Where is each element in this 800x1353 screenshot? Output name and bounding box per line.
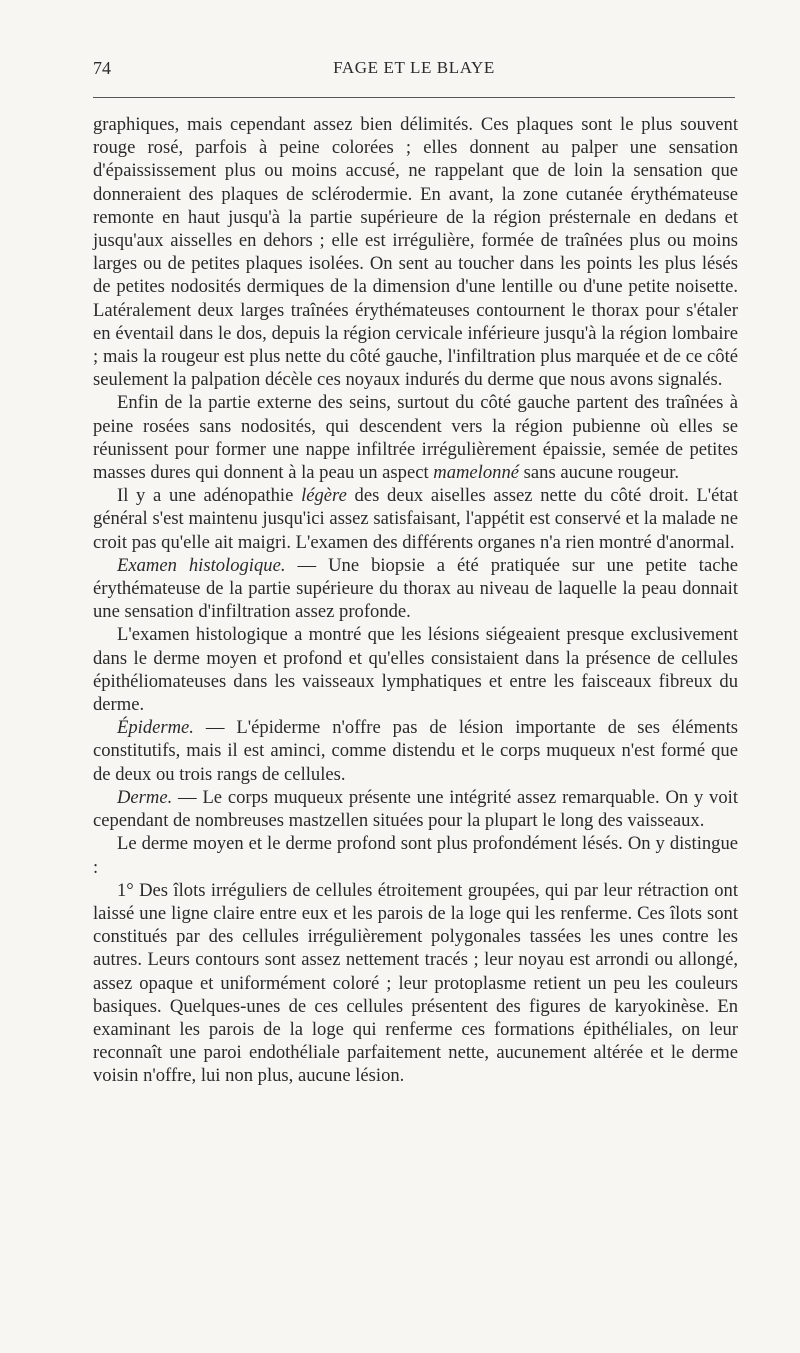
paragraph-7	[93, 786, 738, 832]
running-title: FAGE ET LE BLAYE	[333, 58, 495, 77]
paragraph-2-end: sans aucune rougeur.	[523, 462, 680, 484]
header-rule	[93, 97, 735, 98]
paragraph-4	[93, 554, 738, 624]
section-heading-examen: Examen histologique.	[117, 554, 286, 576]
paragraph-2	[93, 391, 738, 484]
paragraph-3-start: Il y a une adénopathie	[117, 485, 294, 507]
paragraph-7-text: — Le corps muqueux présente une intégrité assez remarquable. On y voit cependant de nombreuses mastzellen situées pour la plupart le long des vaisseaux.	[93, 786, 738, 832]
paragraph-3-end: des deux aiselles assez nette du côté droit. L'état général s'est maintenu jusqu'ici assez satisfaisant, l'appétit est conservé et la malade ne croit pas qu'elle ait maigri. L'examen des différents organes n'a rien montré d'anormal.	[93, 485, 738, 553]
paragraph-9: 1° Des îlots irréguliers de cellules étroitement groupées, qui par leur rétraction ont laissé une ligne claire entre eux et les parois de la loge qui les renferme. Ces îlots sont constitués par des cellules irrégulièrement polygonales tassées les unes contre les autres. Leurs contours sont assez nettement tracés ; leur noyau est arrondi ou allongé, assez opaque et uniformément coloré ; leur protoplasme retient un peu les couleurs basiques. Quelques-unes de ces cellules présentent des figures de karyokinèse. En examinant les parois de la loge qui renferme ces formations épithéliales, on leur reconnaît une paroi endothéliale parfaitement nette, aucunement altérée et le derme voisin n'offre, lui non plus, aucune lésion.	[93, 879, 738, 1087]
paragraph-2-italic: mamelonné	[433, 462, 519, 484]
paragraph-6-text: — L'épiderme n'offre pas de lésion importante de ses éléments constitutifs, mais il est aminci, comme distendu et le corps muqueux n'est formé que de deux ou trois rangs de cellules.	[93, 717, 738, 785]
paragraph-1: graphiques, mais cependant assez bien délimités. Ces plaques sont le plus souvent rouge rosé, parfois à peine colorées ; elles donnent au palper une sensation d'épaississement plus ou moins accusé, ne rappelant que de loin la sensation que donneraient des plaques de sclérodermie. En avant, la zone cutanée érythémateuse remonte en haut jusqu'à la partie supérieure de la région présternale en dedans et jusqu'aux aisselles en dehors ; elle est irrégulière, formée de traînées plus ou moins larges ou de petites plaques isolées. On sent au toucher dans les points les plus lésés de petites nodosités dermiques de la dimension d'une lentille ou d'une petite noisette. Latéralement deux larges traînées érythémateuses contournent le thorax pour s'étaler en éventail dans le dos, depuis la région cervicale inférieure jusqu'à la région lombaire ; mais la rougeur est plus nette du côté gauche, l'infiltration plus marquée et de ce côté seulement la palpation décèle ces noyaux indurés du derme que nous avons signalés.	[93, 114, 738, 391]
page-header	[93, 58, 735, 84]
paragraph-5: L'examen histologique a montré que les lésions siégeaient presque exclusivement dans le derme moyen et profond et qu'elles consistaient dans la présence de cellules épithéliomateuses dans les vaisseaux lymphatiques et entre les faisceaux fibreux du derme.	[93, 624, 738, 716]
paragraph-2-text: Enfin de la partie externe des seins, surtout du côté gauche partent des traînées à peine rosées sans nodosités, qui descendent vers la région pubienne où elles se réunissent pour former une nappe infiltrée irrégulièrement épaissie, semée de petites masses dures qui donnent à la peau un aspect	[93, 392, 738, 484]
paragraph-3	[93, 484, 738, 554]
body-text	[93, 113, 738, 1088]
paragraph-3-italic: légère	[301, 485, 347, 507]
paragraph-4-text: — Une biopsie a été pratiquée sur une petite tache érythémateuse de la partie supérieure du thorax au niveau de laquelle la peau donnait une sensation d'infiltration assez profonde.	[93, 554, 739, 623]
paragraph-6	[93, 716, 738, 786]
section-heading-epiderme: Épiderme.	[117, 717, 194, 739]
section-heading-derme: Derme.	[117, 786, 173, 808]
page-number: 74	[93, 58, 111, 78]
paragraph-8: Le derme moyen et le derme profond sont plus profondément lésés. On y distingue :	[93, 833, 738, 878]
